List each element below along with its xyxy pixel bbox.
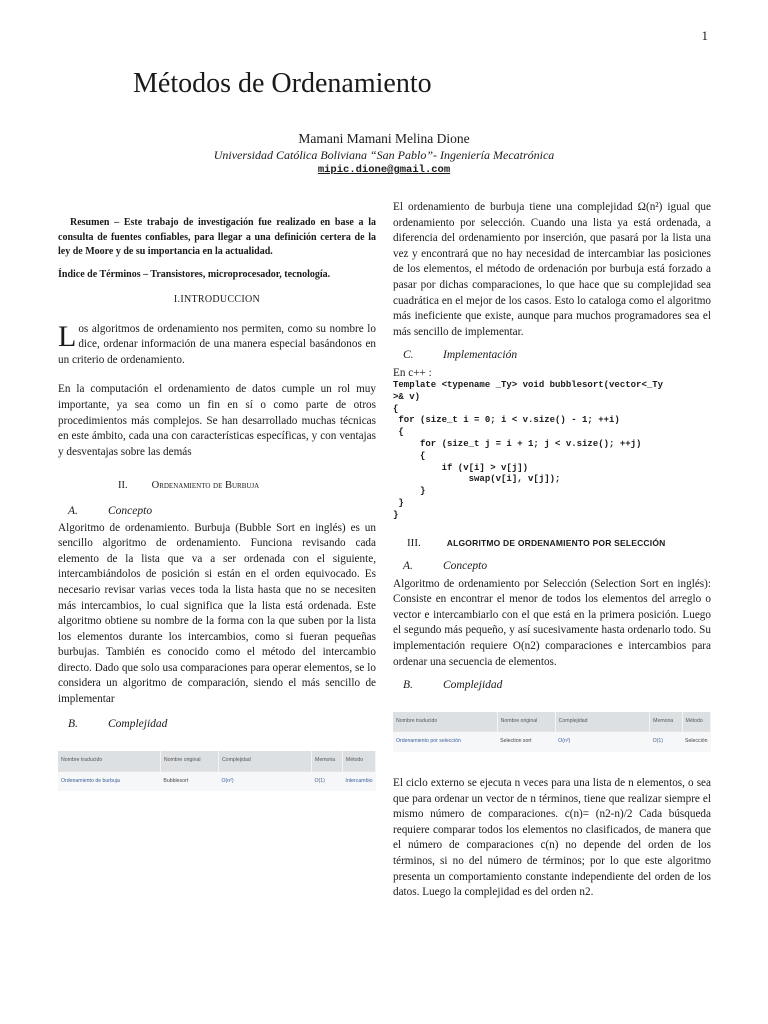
subsection-concepto: A. Concepto [68, 504, 153, 517]
section-heading-bubble: II. Ordenamiento de Burbuja [118, 480, 260, 492]
bubble-complexity-table [58, 751, 376, 791]
index-terms: Índice de Términos – Transistores, microprocesador, tecnología. [58, 268, 331, 280]
table-header-row: Nombre traducido Nombre original Complejidad Memoria Método [58, 751, 376, 771]
subsection-concepto-selection: A. Concepto [403, 560, 488, 573]
selection-concept-paragraph: Algoritmo de ordenamiento por Selección (Selection Sort en inglés): Consiste en encontrar el menor de todos los elementos del arreglo o vector e intercambiarlo con el que está en la primera posición. Luego el segundo más pequeño, y así sucesivamente hasta ordenarlo todo. Su implementación requiere O(n2) comparaciones e intercambios para ordenar una secuencia de elementos. [393, 577, 711, 668]
section-heading-selection: III. ALGORITMO DE ORDENAMIENTO POR SELECCIÓN [407, 536, 666, 549]
author-email[interactable]: mipic.dione@gmail.com [317, 164, 451, 176]
intro-text-1: os algoritmos de ordenamiento nos permiten, como su nombre lo dice, ordenar información de una manera especial basándonos en un criterio de ordenamiento. [58, 322, 376, 366]
subsection-implementacion: C. Implementación [403, 349, 518, 362]
author-name: Mamani Mamani Melina Dione [298, 131, 470, 146]
table-row: Ordenamiento por selección Selection sort O(n²) O(1) Selección [393, 732, 711, 752]
table-link-cell[interactable]: Ordenamiento de burbuja [58, 771, 160, 791]
bubble-concept-paragraph: Algoritmo de ordenamiento. Burbuja (Bubble Sort en inglés) es un sencillo algoritmo de ordenamiento. Funciona revisando cada elemento de la lista que va a ser ordenada con el siguiente, intercambiándolos de posición si están en el orden equivocado. Es necesario revisar varias veces toda la lista hasta que no se necesiten más intercambios, lo cual significa que la lista está ordenada. Este algoritmo obtiene su nombre de la forma con la que suben por la lista los elementos durante los intercambios, como si fueran pequeñas burbujas. También es conocido como el método del intercambio directo. Dado que solo usa comparaciones para operar elementos, se lo considera un algoritmo de comparación, siendo el más sencillo de implementar [58, 521, 376, 706]
intro-paragraph-1 [58, 319, 376, 369]
right-column [393, 200, 711, 901]
selection-complexity-table [393, 712, 711, 752]
code-block: Template <typename _Ty> void bubblesort(vector<_Ty >& v) { for (size_t i = 0; i < v.size() - 1; ++i) { for (size_t j = i + 1; j < v.size(); ++j) { if (v[i] > v[j]) swap(v[i], v[j]); } } } [393, 379, 664, 520]
table-header-row: Nombre traducido Nombre original Complejidad Memoria Método [393, 712, 711, 732]
selection-complexity-paragraph: El ciclo externo se ejecuta n veces para una lista de n elementos, o sea que para ordenar un vector de n términos, tiene que realizar siempre el mismo número de comparaciones. c(n)= (n2-n)/2 Cada búsqueda requiere comparar todos los elementos no clasificados, de manera que el número de comparaciones c(n) no depende del orden de los términos, si no del número de términos; por lo que este algoritmo presenta un comportamiento constante independiente del orden de los datos. Luego la complejidad es del orden n2. [393, 777, 711, 899]
table-row: Ordenamiento de burbuja Bubblesort O(n²) O(1) Intercambio [58, 771, 376, 791]
subsection-complejidad-selection: B. Complejidad [403, 679, 503, 692]
page-number: 1 [701, 28, 708, 43]
table-link-cell[interactable]: Ordenamiento por selección [393, 732, 497, 752]
section-heading-introduction: I.INTRODUCCION [173, 294, 261, 305]
code-intro: En c++ : [393, 366, 432, 379]
left-column [58, 216, 376, 791]
drop-cap: L [58, 319, 77, 353]
author-affiliation: Universidad Católica Boliviana “San Pablo”- Ingeniería Mecatrónica [213, 148, 555, 162]
bubble-complexity-paragraph: El ordenamiento de burbuja tiene una complejidad Ω(n²) igual que ordenamiento por selección. Cuando una lista ya está ordenada, a diferencia del ordenamiento por inserción, que pasará por la lista una vez y encontrará que no hay necesidad de intercambiar las posiciones de los elementos, el método de ordenación por burbuja está forzado a pasar por dichas comparaciones, lo que hace que su complejidad sea cuadrática en el mejor de los casos. Esto lo cataloga como el algoritmo más ineficiente que existe, aunque para muchos programadores sea el más sencillo de implementar. [393, 201, 711, 338]
subsection-complejidad: B. Complejidad [68, 717, 168, 730]
intro-paragraph-2: En la computación el ordenamiento de datos cumple un rol muy importante, ya sea como un fin en sí o como parte de otros procedimientos más complejos. Se han desarrollado muchas técnicas en este ámbito, cada una con características específicas, y con ventajas y desventajas sobre las demás [58, 383, 376, 458]
paper-title: Métodos de Ordenamiento [133, 68, 432, 99]
abstract: Resumen – Este trabajo de investigación fue realizado en base a la consulta de fuentes confiables, para llegar a una definición certera de la ley de Moore y de su importancia en la actualidad. [58, 217, 376, 257]
